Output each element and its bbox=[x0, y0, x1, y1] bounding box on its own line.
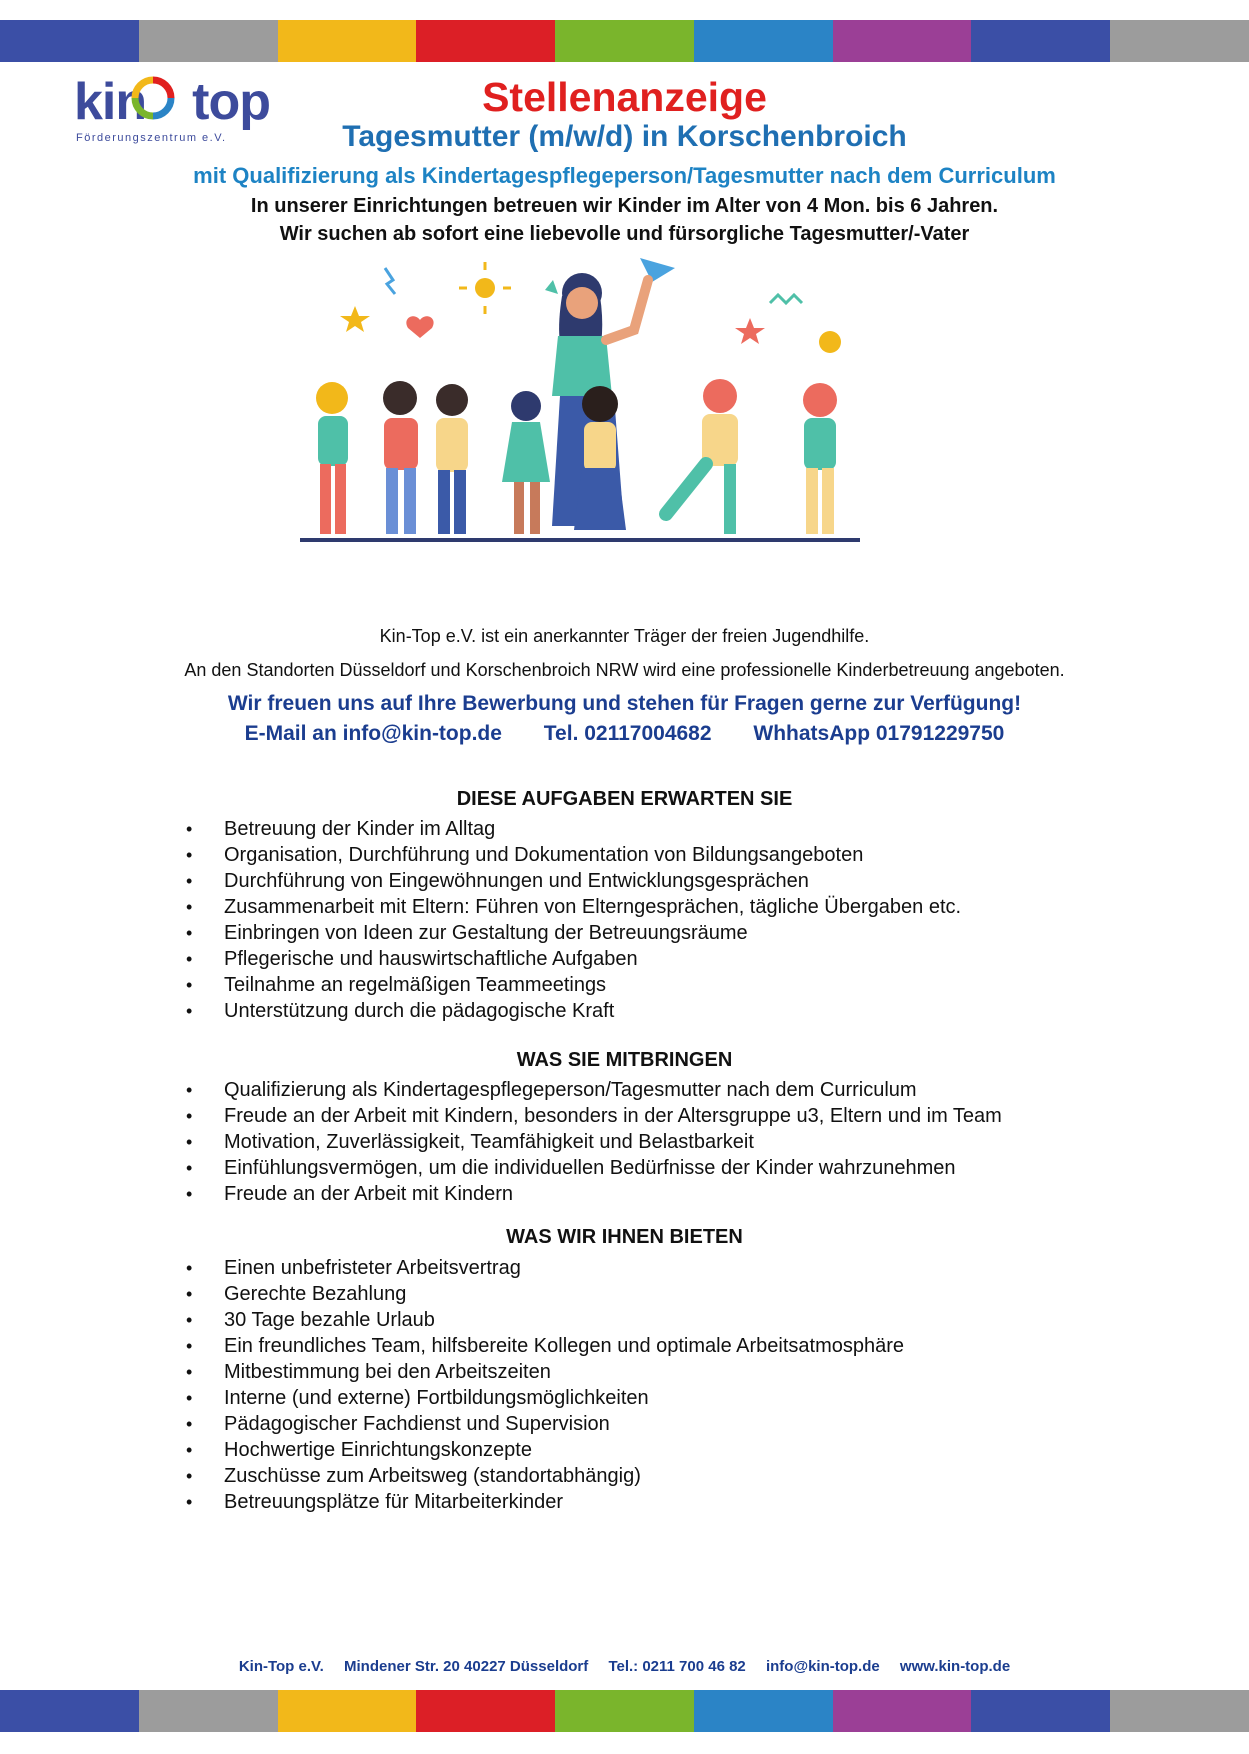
benefits-list bbox=[186, 1255, 904, 1515]
list-item: • Freude an der Arbeit mit Kindern, besonders in der Altersgruppe u3, Eltern und im Team bbox=[186, 1103, 1002, 1129]
section-heading-tasks: DIESE AUFGABEN ERWARTEN SIE bbox=[456, 788, 793, 810]
list-item: • Zusammenarbeit mit Eltern: Führen von Elterngesprächen, tägliche Übergaben etc. bbox=[186, 894, 961, 920]
section-heading-requirements: WAS SIE MITBRINGEN bbox=[516, 1049, 733, 1071]
decoration-heart-icon bbox=[406, 316, 433, 338]
child-figure bbox=[383, 381, 418, 534]
decoration-star-red-icon bbox=[735, 318, 765, 344]
page-title: Stellenanzeige bbox=[482, 74, 767, 120]
list-item: • Durchführung von Eingewöhnungen und Entwicklungsgesprächen bbox=[186, 868, 961, 894]
list-item: • Betreuung der Kinder im Alltag bbox=[186, 816, 961, 842]
logo-tagline: Förderungszentrum e.V. bbox=[76, 132, 227, 144]
intro-line-1: In unserer Einrichtungen betreuen wir Kinder im Alter von 4 Mon. bis 6 Jahren. bbox=[250, 195, 999, 217]
decoration-sun-icon bbox=[459, 262, 511, 314]
child-figure bbox=[803, 383, 837, 534]
bottom-color-stripe bbox=[0, 1690, 1249, 1732]
contact-line bbox=[0, 722, 1249, 746]
footer-website-link[interactable]: www.kin-top.de bbox=[899, 1658, 1011, 1675]
footer-email-link[interactable]: info@kin-top.de bbox=[765, 1658, 880, 1675]
stripe-segment bbox=[1110, 1690, 1249, 1732]
top-color-stripe bbox=[0, 20, 1249, 62]
logo-word-left: kin bbox=[74, 73, 147, 131]
list-item: • Organisation, Durchführung und Dokumentation von Bildungsangeboten bbox=[186, 842, 961, 868]
list-item: • Einbringen von Ideen zur Gestaltung der Betreuungsräume bbox=[186, 920, 961, 946]
list-item: • Einen unbefristeter Arbeitsvertrag bbox=[186, 1255, 904, 1281]
requirements-list bbox=[186, 1077, 1002, 1207]
stripe-segment bbox=[971, 20, 1110, 62]
stripe-segment bbox=[278, 20, 417, 62]
list-item: • Motivation, Zuverlässigkeit, Teamfähigkeit und Belastbarkeit bbox=[186, 1129, 1002, 1155]
stripe-segment bbox=[416, 1690, 555, 1732]
footer-phone[interactable]: Tel.: 0211 700 46 82 bbox=[608, 1658, 746, 1675]
footer-org: Kin-Top e.V. bbox=[238, 1658, 324, 1675]
logo-word-right: top bbox=[192, 73, 270, 131]
list-item: • Hochwertige Einrichtungskonzepte bbox=[186, 1437, 904, 1463]
child-figure bbox=[316, 382, 348, 534]
intro-paragraph-1: Kin-Top e.V. ist ein anerkannter Träger der freien Jugendhilfe. bbox=[379, 626, 870, 646]
footer bbox=[0, 1658, 1249, 1675]
decoration-triangle-icon bbox=[545, 280, 558, 294]
list-item: • 30 Tage bezahle Urlaub bbox=[186, 1307, 904, 1333]
stripe-segment bbox=[139, 1690, 278, 1732]
list-item: • Ein freundliches Team, hilfsbereite Kollegen und optimale Arbeitsatmosphäre bbox=[186, 1333, 904, 1359]
child-figure bbox=[666, 379, 738, 534]
contact-phone[interactable]: Tel. 02117004682 bbox=[543, 722, 712, 745]
intro-paragraph-2: An den Standorten Düsseldorf und Korschenbroich NRW wird eine professionelle Kinderbetreuung angeboten. bbox=[184, 660, 1065, 680]
decoration-squiggle-icon bbox=[385, 268, 395, 294]
stripe-segment bbox=[555, 20, 694, 62]
list-item: • Unterstützung durch die pädagogische Kraft bbox=[186, 998, 961, 1024]
list-item: • Teilnahme an regelmäßigen Teammeetings bbox=[186, 972, 961, 998]
application-invite: Wir freuen uns auf Ihre Bewerbung und stehen für Fragen gerne zur Verfügung! bbox=[227, 692, 1022, 715]
list-item: • Betreuungsplätze für Mitarbeiterkinder bbox=[186, 1489, 904, 1515]
stripe-segment bbox=[0, 20, 139, 62]
list-item: • Mitbestimmung bei den Arbeitszeiten bbox=[186, 1359, 904, 1385]
stripe-segment bbox=[139, 20, 278, 62]
child-figure bbox=[436, 384, 468, 534]
stripe-segment bbox=[833, 1690, 972, 1732]
list-item: • Pädagogischer Fachdienst und Supervision bbox=[186, 1411, 904, 1437]
list-item: • Gerechte Bezahlung bbox=[186, 1281, 904, 1307]
stripe-segment bbox=[416, 20, 555, 62]
list-item: • Pflegerische und hauswirtschaftliche Aufgaben bbox=[186, 946, 961, 972]
decoration-smile-icon bbox=[819, 331, 841, 353]
stripe-segment bbox=[694, 20, 833, 62]
list-item: • Einfühlungsvermögen, um die individuellen Bedürfnisse der Kinder wahrzunehmen bbox=[186, 1155, 1002, 1181]
list-item: • Interne (und externe) Fortbildungsmöglichkeiten bbox=[186, 1385, 904, 1411]
child-figure bbox=[502, 391, 550, 534]
list-item: • Zuschüsse zum Arbeitsweg (standortabhängig) bbox=[186, 1463, 904, 1489]
contact-whatsapp[interactable]: WhhatsApp 01791229750 bbox=[753, 722, 1005, 745]
stripe-segment bbox=[0, 1690, 139, 1732]
tasks-list bbox=[186, 816, 961, 1024]
job-title: Tagesmutter (m/w/d) in Korschenbroich bbox=[342, 120, 907, 153]
stripe-segment bbox=[971, 1690, 1110, 1732]
list-item: • Freude an der Arbeit mit Kindern bbox=[186, 1181, 1002, 1207]
intro-line-2: Wir suchen ab sofort eine liebevolle und fürsorgliche Tagesmutter/-Vater bbox=[279, 223, 970, 245]
contact-email-link[interactable]: E-Mail an info@kin-top.de bbox=[244, 722, 502, 745]
stripe-segment bbox=[694, 1690, 833, 1732]
qualification-line: mit Qualifizierung als Kindertagespflegeperson/Tagesmutter nach dem Curriculum bbox=[193, 163, 1056, 188]
section-heading-benefits: WAS WIR IHNEN BIETEN bbox=[506, 1226, 743, 1248]
decoration-star-icon bbox=[340, 306, 370, 332]
footer-address: Mindener Str. 20 40227 Düsseldorf bbox=[344, 1658, 589, 1675]
stripe-segment bbox=[278, 1690, 417, 1732]
teacher-with-children-illustration bbox=[300, 258, 960, 608]
stripe-segment bbox=[1110, 20, 1249, 62]
stripe-segment bbox=[833, 20, 972, 62]
stripe-segment bbox=[555, 1690, 694, 1732]
decoration-zigzag-icon bbox=[770, 295, 802, 303]
list-item: • Qualifizierung als Kindertagespflegeperson/Tagesmutter nach dem Curriculum bbox=[186, 1077, 1002, 1103]
